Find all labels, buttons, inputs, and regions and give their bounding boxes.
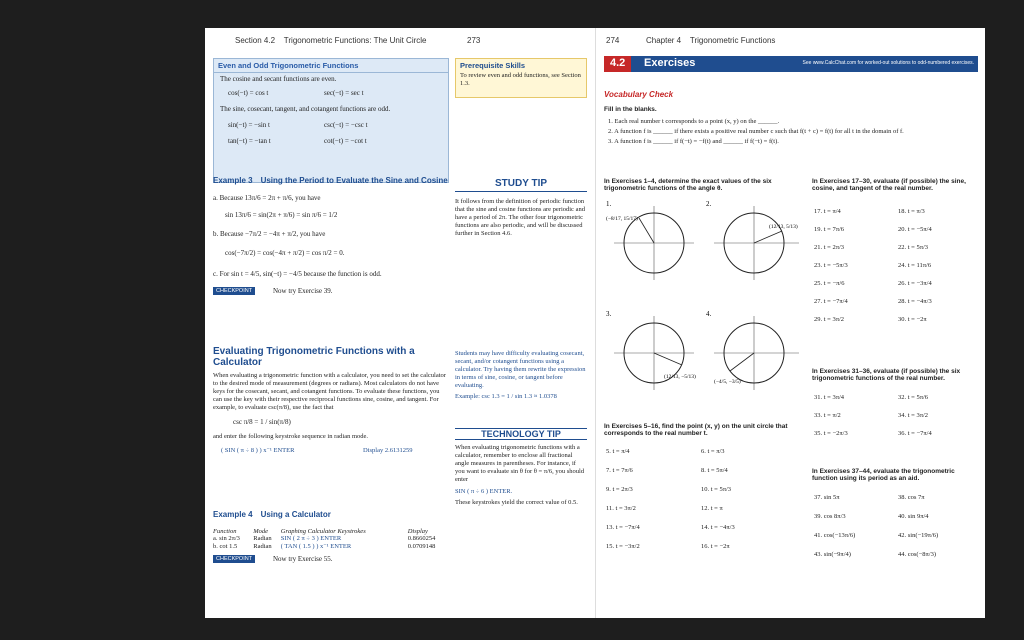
vocab-item-2: 2. A function f is ______ if there exists a positive real number c such that f(t + c) = f(t) for all t in the domain of f. [608,128,904,135]
even-odd-line1: The cosine and secant functions are even. [220,75,337,83]
list-item: 31. t = 3π/4 [814,394,845,401]
list-item: 36. t = −7π/4 [898,430,932,437]
csc-eq: csc π/8 = 1 / sin(π/8) [233,418,291,426]
vocab-item-3: 3. A function f is ______ if f(−t) = −f(t) and ______ if f(−t) = f(t). [608,138,779,145]
list-item: 11. t = 3π/2 [606,505,636,512]
list-item: 8. t = 5π/4 [701,467,728,474]
right-running-head: Chapter 4 Trigonometric Functions [646,36,776,45]
study-tip [455,178,587,238]
list-item: 34. t = 3π/2 [898,412,929,419]
example3-b-eq: cos(−7π/2) = cos(−4π + π/2) = cos π/2 = 0. [225,249,345,257]
calc-after: and enter the following keystroke sequence in radian mode. [213,433,369,440]
checkpoint1-text: Now try Exercise 39. [273,287,333,295]
list-item: 35. t = −2π/3 [814,430,848,437]
calc-section-title: Evaluating Trigonometric Functions with a Calculator [213,346,415,368]
unit-circle-figures [604,198,804,418]
right-page-number: 274 [606,36,620,45]
list-item: 13. t = −7π/4 [606,524,640,531]
tech-tip-keys: SIN ( π ÷ 6 ) ENTER. [455,488,513,495]
keystroke-sequence: ( SIN ( π ÷ 8 ) ) x⁻¹ ENTER [221,447,295,454]
list-item: 27. t = −7π/4 [814,298,848,305]
point-1: (−8/17, 15/17) [606,216,638,222]
example3-title: Using the Period to Evaluate the Sine and Cosine [260,176,448,185]
list-item: 16. t = −2π [701,543,730,550]
even-odd-box-title: Even and Odd Trigonometric Functions [214,59,448,73]
list-item: 33. t = π/2 [814,412,841,419]
list-item: 21. t = 2π/3 [814,244,845,251]
list-item: 41. cos(−13π/6) [814,532,856,539]
list-item: 14. t = −4π/3 [701,524,735,531]
section-number: 4.2 [604,56,631,72]
ex17-30-intro: In Exercises 17–30, evaluate (if possible) the sine, cosine, and tangent of the real number. [812,178,966,192]
cell: 0.8660254 [407,535,436,542]
list-item: 24. t = 11π/6 [898,262,932,269]
fig-label-2: 2. [706,200,712,208]
eq-sin-odd: sin(−t) = −sin t [228,121,270,129]
example3-label: Example 3 [213,176,253,185]
example3-a-text: a. Because 13π/6 = 2π + π/6, you have [213,194,321,202]
exercises-title: Exercises [644,57,696,69]
right-page [595,28,985,618]
example3 [213,170,449,297]
cell: b. cot 1.5 [213,542,238,550]
list-item: 6. t = π/3 [701,448,725,455]
example3-a-eq: sin 13π/6 = sin(2π + π/6) = sin π/6 = 1/2 [225,211,338,219]
list-item: 44. cos(−8π/3) [898,551,936,558]
list-item: 43. sin(−9π/4) [814,551,851,558]
vocab-intro: Fill in the blanks. [604,106,657,113]
list-item: 29. t = 3π/2 [814,316,845,323]
checkpoint2-text: Now try Exercise 55. [273,555,333,563]
cell: SIN ( 2 π ÷ 3 ) ENTER [280,535,342,542]
ex31-36-intro: In Exercises 31–36, evaluate (if possible) the six trigonometric functions of the real number. [812,368,961,382]
tech-tip-after: These keystrokes yield the correct value of 0.5. [455,499,578,506]
list-item: 25. t = −π/6 [814,280,845,287]
cell: Radian [253,542,272,550]
point-3: (12/13, −5/13) [664,374,696,380]
fig-label-3: 3. [606,310,612,318]
list-item: 30. t = −2π [898,316,927,323]
list-item: 20. t = −5π/4 [898,226,932,233]
eq-sec-even: sec(−t) = sec t [324,89,364,97]
list-item: 9. t = 2π/3 [606,486,633,493]
example4 [213,504,449,565]
point-2: (12/13, 5/13) [769,224,798,230]
fig-label-1: 1. [606,200,612,208]
side-note-example: Example: csc 1.3 = 1 / sin 1.3 ≈ 1.0378 [455,393,557,400]
calcchat-note: See www.CalcChat.com for worked-out solutions to odd-numbered exercises. [802,60,974,66]
side-note-text: Students may have difficulty evaluating cosecant, secant, and/or cotangent functions using a calculator. Try having them rewrite the expression in terms of sine, cosine, or tangent before evaluating. [455,350,586,389]
tech-tip-text: When evaluating trigonometric functions with a calculator, remember to enclose all fractional angle measures in parentheses. For instance, if you want to evaluate sin θ for θ = π/6, you should enter [455,444,585,483]
example4-title: Using a Calculator [260,510,331,519]
cell: Radian [253,535,272,542]
calc-section [213,346,449,457]
list-item: 39. cos 8π/3 [814,513,846,520]
ex37-44-intro: In Exercises 37–44, evaluate the trigonometric function using its period as an aid. [812,468,955,482]
study-tip-title: STUDY TIP [455,178,587,192]
prereq-text: To review even and odd functions, see Section 1.3. [460,72,581,87]
cell: ( TAN ( 1.5 ) ) x⁻¹ ENTER [280,543,352,550]
side-note [455,350,587,401]
textbook-spread [205,28,985,618]
list-item: 26. t = −3π/4 [898,280,932,287]
list-item: 18. t = π/3 [898,208,925,215]
ex5-16-list [606,448,796,550]
list-item: 12. t = π [701,505,723,512]
list-item: 38. cos 7π [898,494,925,501]
ex1-4-intro: In Exercises 1–4, determine the exact values of the six trigonometric functions of the angle θ. [604,178,772,192]
even-odd-line2: The sine, cosecant, tangent, and cotangent functions are odd. [220,105,391,113]
left-page-number: 273 [467,36,481,45]
list-item: 5. t = π/4 [606,448,630,455]
technology-tip [455,428,587,507]
cell: 0.0709148 [407,542,436,550]
example3-c-text: c. For sin t = 4/5, sin(−t) = −4/5 because the function is odd. [213,270,382,278]
col-keystrokes: Graphing Calculator Keystrokes [280,528,366,535]
ex17-30-list [814,208,982,323]
list-item: 42. sin(−19π/6) [898,532,939,539]
example4-table [213,528,449,550]
exercises-banner [604,56,978,72]
example4-label: Example 4 [213,510,253,519]
vocab-item-1: 1. Each real number t corresponds to a point (x, y) on the ______. [608,118,780,125]
point-4: (−4/5, −3/5) [714,379,741,385]
list-item: 37. sin 5π [814,494,840,501]
table-row [213,542,449,550]
list-item: 7. t = 7π/6 [606,467,633,474]
prereq-box [455,58,587,98]
ex5-16-intro: In Exercises 5–16, find the point (x, y) on the unit circle that corresponds to the real number t. [604,423,788,437]
col-display: Display [407,528,428,535]
table-row [213,535,449,542]
list-item: 32. t = 5π/6 [898,394,929,401]
list-item: 22. t = 5π/3 [898,244,929,251]
list-item: 10. t = 5π/3 [701,486,732,493]
calc-section-text: When evaluating a trigonometric function with a calculator, you need to set the calculator to the desired mode of measurement (degrees or radians). Most calculators do not have keys for the cosecant, secant, and cotangent functions. To evaluate these functions, you can use the key with their respective reciprocal functions sine, cosine, and tangent. For example, to evaluate csc(π/8), use the fact that [213,372,446,411]
cell: a. sin 2π/3 [213,535,240,542]
ex31-36-list [814,394,982,437]
eq-cos-even: cos(−t) = cos t [228,89,269,97]
vocab-title: Vocabulary Check [604,90,674,99]
list-item: 15. t = −3π/2 [606,543,640,550]
even-odd-box [213,58,449,183]
unit-circle-2 [714,206,799,280]
study-tip-text: It follows from the definition of periodic function that the sine and cosine functions are periodic and have a period of 2π. The other four trigonometric functions are also periodic, and will be discussed further in Section 4.6. [455,198,585,237]
eq-csc-odd: csc(−t) = −csc t [324,121,368,129]
ex37-44-list [814,494,982,558]
checkpoint-badge: CHECKPOINT [213,287,255,295]
checkpoint-badge: CHECKPOINT [213,555,255,563]
col-mode: Mode [253,528,269,535]
left-running-head: Section 4.2 Trigonometric Functions: The Unit Circle [235,36,427,45]
list-item: 28. t = −4π/3 [898,298,932,305]
prereq-title: Prerequisite Skills [460,61,526,70]
example3-b-text: b. Because −7π/2 = −4π + π/2, you have [213,230,326,238]
list-item: 17. t = π/4 [814,208,841,215]
eq-tan-odd: tan(−t) = −tan t [228,137,271,145]
list-item: 40. sin 9π/4 [898,513,929,520]
eq-cot-odd: cot(−t) = −cot t [324,137,367,145]
col-function: Function [213,528,237,535]
tech-tip-title: TECHNOLOGY TIP [455,428,587,440]
list-item: 23. t = −5π/3 [814,262,848,269]
list-item: 19. t = 7π/6 [814,226,845,233]
fig-label-4: 4. [706,310,712,318]
display-value: Display 2.6131259 [363,447,413,454]
left-page [205,28,595,618]
